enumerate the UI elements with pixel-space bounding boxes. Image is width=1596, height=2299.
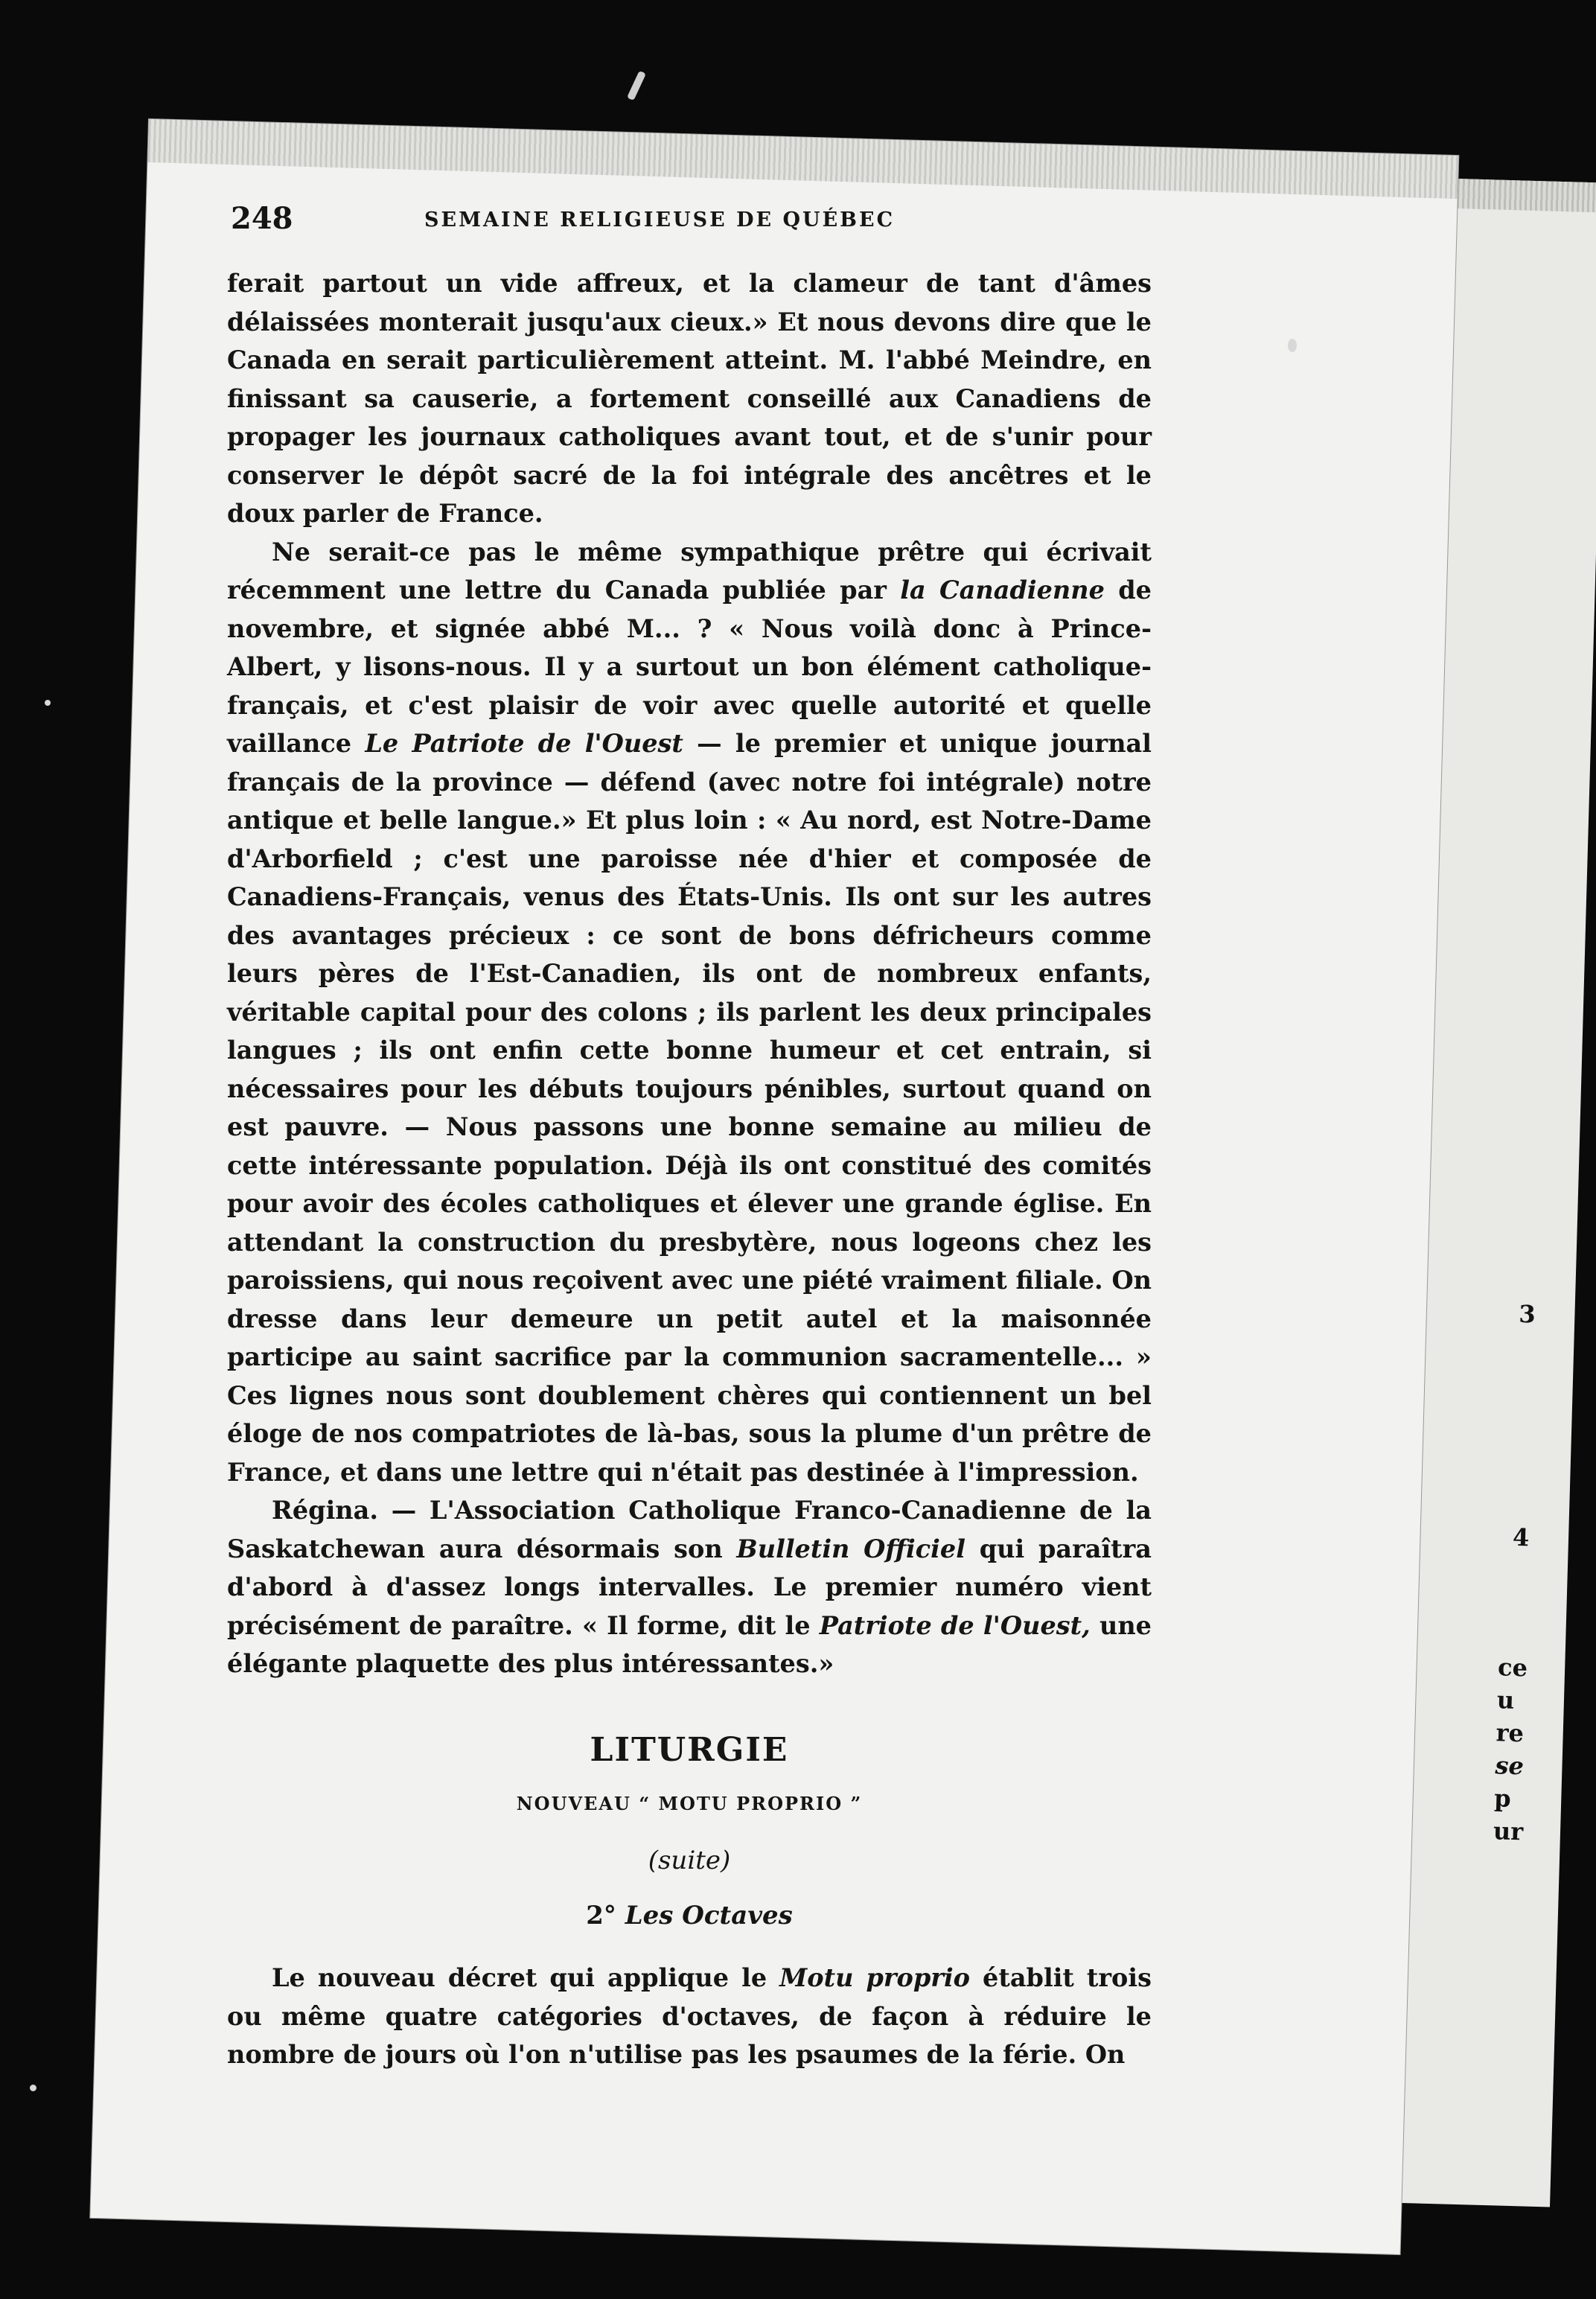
running-title: SEMAINE RELIGIEUSE DE QUÉBEC xyxy=(424,208,896,232)
subsection-label: Les Octaves xyxy=(625,1900,793,1930)
facing-page-fragment: ce xyxy=(1497,1653,1528,1683)
text-run-italic: la Canadienne xyxy=(900,575,1105,605)
facing-page-fragment: p xyxy=(1493,1784,1512,1813)
facing-page-fragment: se xyxy=(1494,1751,1525,1781)
page-header xyxy=(231,201,1154,246)
text-run: — le premier et unique journal français de la province — défend (avec notre foi intégrale) notre antique et belle langue.» Et plus loin : « Au nord, est Notre-Dame d'Arborfield ; c'est une paroisse née d'hier et composée de Canadiens-Français, venus des États-Unis. Ils ont sur les autres des avantages précieux : ce sont de bons défricheurs comme leurs pères de l'Est-Canadien, ils ont de nombreux enfants, véritable capital pour des colons ; ils parlent les deux principales langues ; ils ont enfin cette bonne humeur et cet entrain, si nécessaires pour les débuts toujours pénibles, surtout quand on est pauvre. — Nous passons une bonne semaine au milieu de cette intéressante population. Déjà ils ont constitué des comités pour avoir des écoles catholiques et élever une grande église. En attendant la construction du presbytère, nous logeons chez les paroissiens, qui nous reçoivent avec une piété vraiment filiale. On dresse dans leur demeure un petit autel et la maisonnée participe au saint sacrifice par la communion sacramentelle... » Ces lignes nous sont doublement chères qui contiennent un bel éloge de nos compatriotes de là-bas, sous la plume d'un prêtre de France, et dans une lettre qui n'était pas destinée à l'impression. xyxy=(227,729,1152,1487)
scan-mark xyxy=(30,2085,36,2091)
text-run: Ne serait-ce pas le même sympathique prêtre qui écrivait récemment une lettre du Canada publiée par xyxy=(227,537,1152,605)
page-top-edge xyxy=(147,119,1458,199)
text-run: établit trois ou même quatre catégories d'octaves, de façon à réduire le nombre de jours où l'on n'utilise pas les psaumes de la férie. On xyxy=(227,1963,1152,2069)
text-run-italic: Motu proprio xyxy=(779,1963,971,1992)
scan-mark xyxy=(627,71,646,101)
section-suite: (suite) xyxy=(648,1846,731,1875)
scan-mark xyxy=(1288,339,1297,352)
facing-page-fragment: ur xyxy=(1493,1817,1524,1846)
section-title: LITURGIE xyxy=(590,1730,789,1769)
section-subtitle: NOUVEAU “ MOTU PROPRIO ” xyxy=(516,1792,863,1814)
facing-page-fragment: 3 xyxy=(1518,1299,1536,1329)
text-run-italic: Le Patriote de l'Ouest xyxy=(365,729,683,758)
paragraph-continuation: ferait partout un vide affreux, et la clameur de tant d'âmes délaissées monterait jusqu'aux cieux.» Et nous devons dire que le Canada en serait particulièrement atteint. M. l'abbé Meindre, en finissant sa causerie, a fortement conseillé aux Canadiens de propager les journaux catholiques avant tout, et de s'unir pour conserver le dépôt sacré de la foi intégrale des ancêtres et le doux parler de France. xyxy=(227,269,1152,528)
text-run: — L'Association Catholique Franco-Canadienne de la Saskatchewan aura désormais son xyxy=(227,1496,1152,1563)
paragraph-letter xyxy=(227,533,1152,1492)
text-run-italic: Bulletin Officiel xyxy=(736,1534,965,1563)
text-run: Le nouveau décret qui applique le xyxy=(272,1963,780,1992)
text-run: une élégante plaquette des plus intéressantes.» xyxy=(227,1610,1152,1678)
text-run: qui paraîtra d'abord à d'assez longs intervalles. Le premier numéro vient précisément de paraître. « Il forme, dit le xyxy=(227,1534,1152,1640)
subsection-number: 2° xyxy=(586,1900,616,1930)
paragraph-decret xyxy=(227,1959,1152,2074)
page-body xyxy=(227,264,1152,2074)
facing-page-top-edge xyxy=(1457,179,1596,213)
subsection-heading xyxy=(227,1897,1152,1936)
paragraph-regina xyxy=(227,1491,1152,1683)
page-number: 248 xyxy=(231,201,293,236)
facing-page-fragment: u xyxy=(1496,1686,1515,1715)
scan-mark xyxy=(45,700,51,706)
facing-page-fragment: re xyxy=(1496,1718,1525,1748)
text-run: de novembre, et signée abbé M... ? « Nous voilà donc à Prince-Albert, y lisons-nous. Il y a surtout un bon élément catholique-français, et c'est plaisir de voir avec quelle autorité et quelle vaillance xyxy=(227,575,1152,758)
text-run-italic: Patriote de l'Ouest, xyxy=(819,1610,1091,1640)
text-run: Régina. xyxy=(272,1496,379,1525)
facing-page-fragment: 4 xyxy=(1512,1522,1530,1552)
